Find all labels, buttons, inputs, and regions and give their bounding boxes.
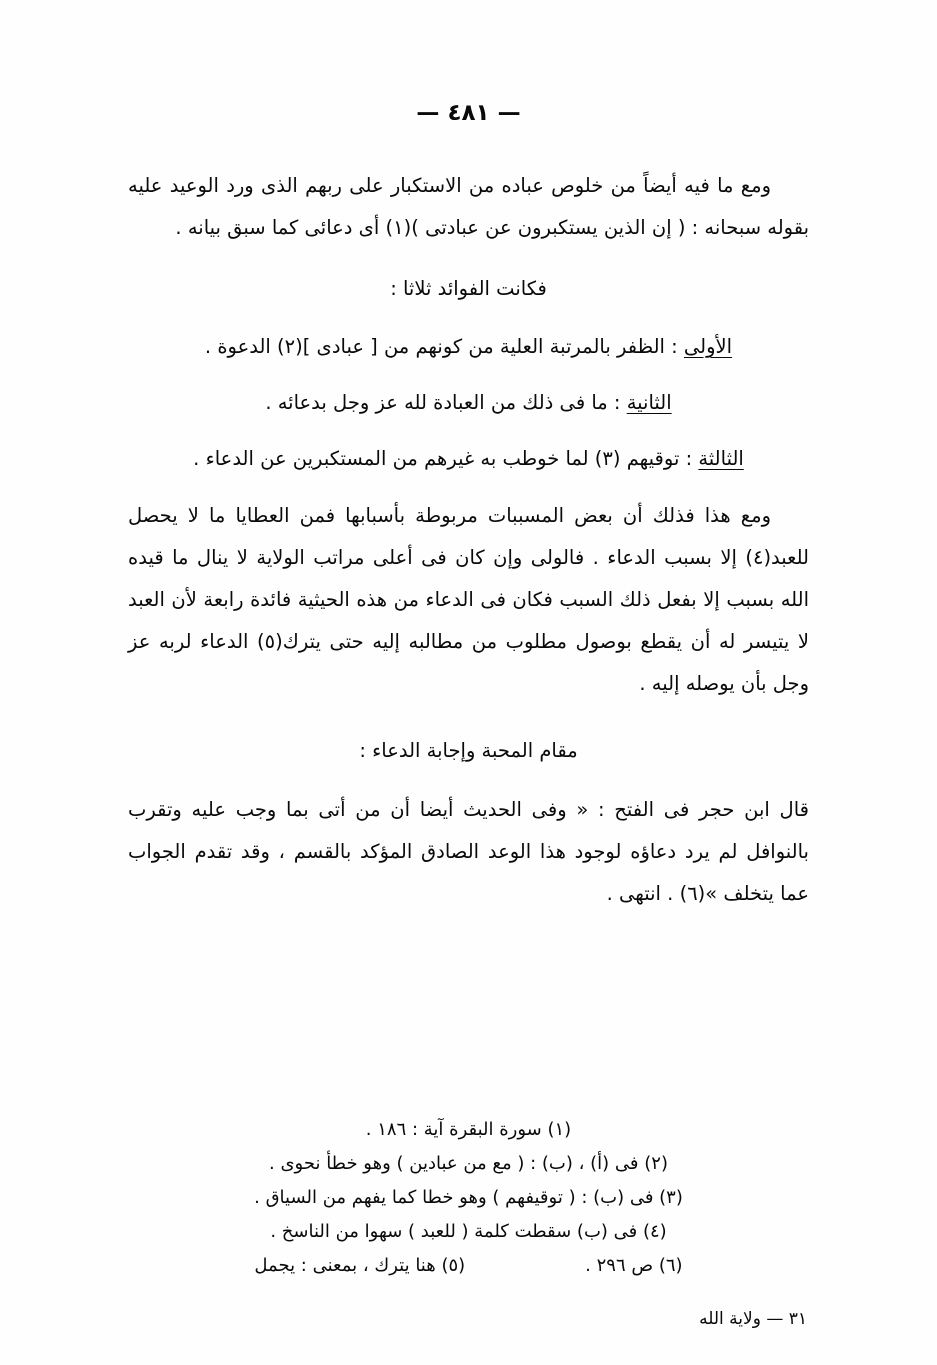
footnotes xyxy=(128,1113,809,1283)
footnote-4: (٤) فى (ب) سقطت كلمة ( للعبد ) سهوا من الناسخ . xyxy=(270,1221,667,1242)
footnote-row-5-6 xyxy=(128,1249,809,1283)
footnote-5: (٥) هنا يترك ، بمعنى : يجمل xyxy=(254,1255,466,1276)
footnote-3: (٣) فى (ب) : ( توقيفهم ) وهو خطا كما يفهم من السياق . xyxy=(254,1187,683,1208)
list-item-third-label: الثالثة xyxy=(698,447,744,470)
paragraph-1: ومع ما فيه أيضاً من خلوص عباده من الاستكبار على ربهم الذى ورد الوعيد عليه بقوله سبحانه : ( إن الذين يستكبرون عن عبادتى )(١) أى دعائى كما سبق بيانه . xyxy=(128,174,809,239)
footnote-2: (٢) فى (أ) ، (ب) : ( مع من عبادين ) وهو خطأ نحوى . xyxy=(269,1153,668,1174)
page-number: — ٤٨١ — xyxy=(416,100,521,126)
footnote-6: (٦) ص ٢٩٦ . xyxy=(585,1255,683,1276)
paragraph-8: قال ابن حجر فى الفتح : « وفى الحديث أيضا أن من أتى بما وجب عليه وتقرب بالنوافل لم يرد دعاؤه لوجود هذا الوعد الصادق المؤكد بالقسم ، وقد تقدم الجواب عما يتخلف »(٦) . انتهى . xyxy=(128,798,809,905)
body-text xyxy=(128,165,809,935)
footer-signature: ٣١ — ولاية الله xyxy=(699,1309,807,1329)
list-item-first xyxy=(128,327,809,367)
list-item-third xyxy=(128,439,809,479)
list-item-second-label: الثانية xyxy=(626,391,672,414)
list-item-second-text: : ما فى ذلك من العبادة لله عز وجل بدعائه . xyxy=(265,391,621,414)
list-item-first-text: : الظفر بالمرتبة العلية من كونهم من [ عبادى ](٢) الدعوة . xyxy=(204,335,678,358)
list-item-second xyxy=(128,383,809,423)
list-item-third-text: : توقيهم (٣) لما خوطب به غيرهم من المستكبرين عن الدعاء . xyxy=(193,447,693,470)
paragraph-6: ومع هذا فذلك أن بعض المسببات مربوطة بأسبابها فمن العطايا ما لا يحصل للعبد(٤) إلا بسبب الدعاء . فالولى وإن كان فى أعلى مراتب الولاية لا ينال ما قيده الله بسبب إلا بفعل ذلك السبب فكان فى الدعاء من هذه الحيثية فائدة رابعة لأن العبد لا يتيسر له أن يقطع بوصول مطلوب من مطالبه إليه حتى يترك(٥) الدعاء لربه عز وجل بأن يوصله إليه . xyxy=(128,504,809,695)
list-item-first-label: الأولى xyxy=(683,335,733,358)
paragraph-2: فكانت الفوائد ثلاثا : xyxy=(390,277,547,300)
page-footer xyxy=(130,1309,807,1329)
footnote-1: (١) سورة البقرة آية : ١٨٦ . xyxy=(365,1119,572,1140)
section-heading: مقام المحبة وإجابة الدعاء : xyxy=(359,739,578,762)
